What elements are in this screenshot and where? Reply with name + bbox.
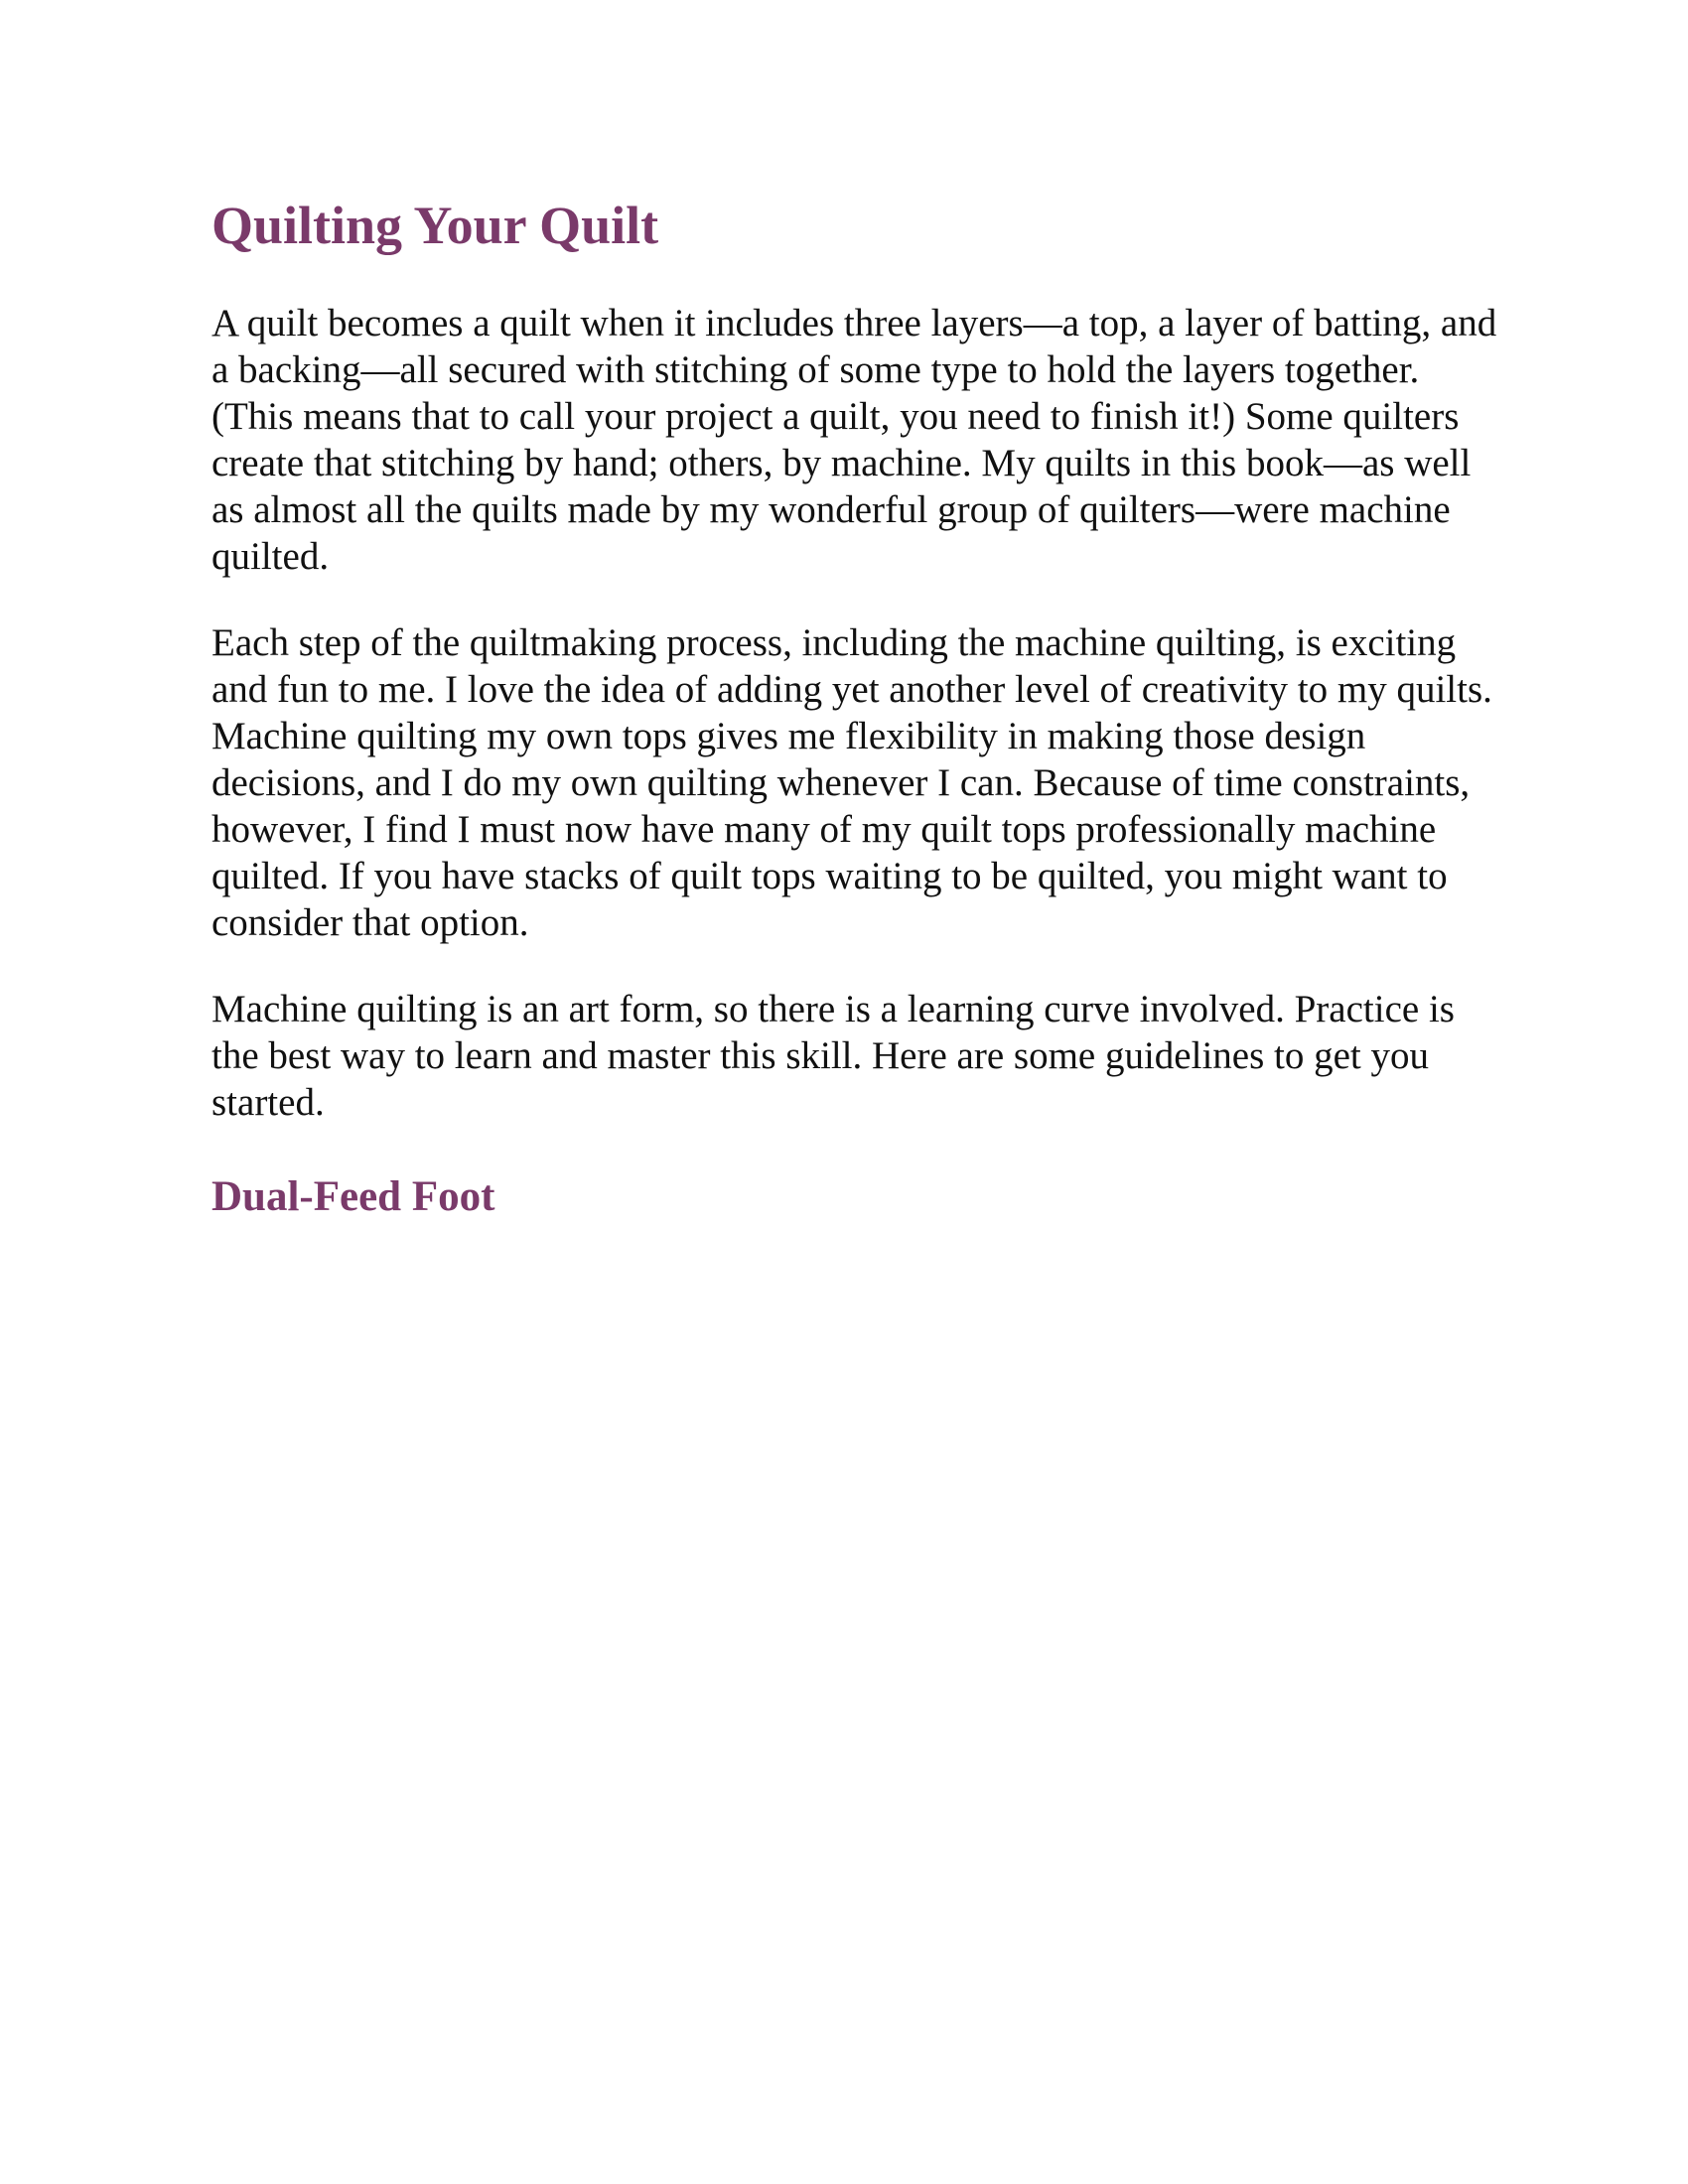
body-paragraph-3: Machine quilting is an art form, so there is a learning curve involved. Practice is the best way to learn and master this skill. Here are some guidelines to get you started.	[211, 988, 1455, 1125]
body-paragraph-1: A quilt becomes a quilt when it includes three layers—a top, a layer of batting, and a backing—all secured with stitching of some type to hold the layers together. (This means that to call your project a quilt, you need to finish it!) Some quilters create that stitching by hand; others, by machine. My quilts in this book—as well as almost all the quilts made by my wonderful group of quilters—were machine quilted.	[211, 302, 1497, 579]
section-heading: Dual-Feed Foot	[211, 1173, 495, 1221]
body-paragraph-2: Each step of the quiltmaking process, including the machine quilting, is exciting and fun to me. I love the idea of adding yet another level of creativity to my quilts. Machine quilting my own tops gives me flexibility in making those design decisions, and I do my own quilting whenever I can. Because of time constraints, however, I find I must now have many of my quilt tops professionally machine quilted. If you have stacks of quilt tops waiting to be quilted, you might want to consider that option.	[211, 621, 1492, 945]
page-title: Quilting Your Quilt	[211, 196, 659, 255]
document-page	[211, 195, 1502, 1223]
